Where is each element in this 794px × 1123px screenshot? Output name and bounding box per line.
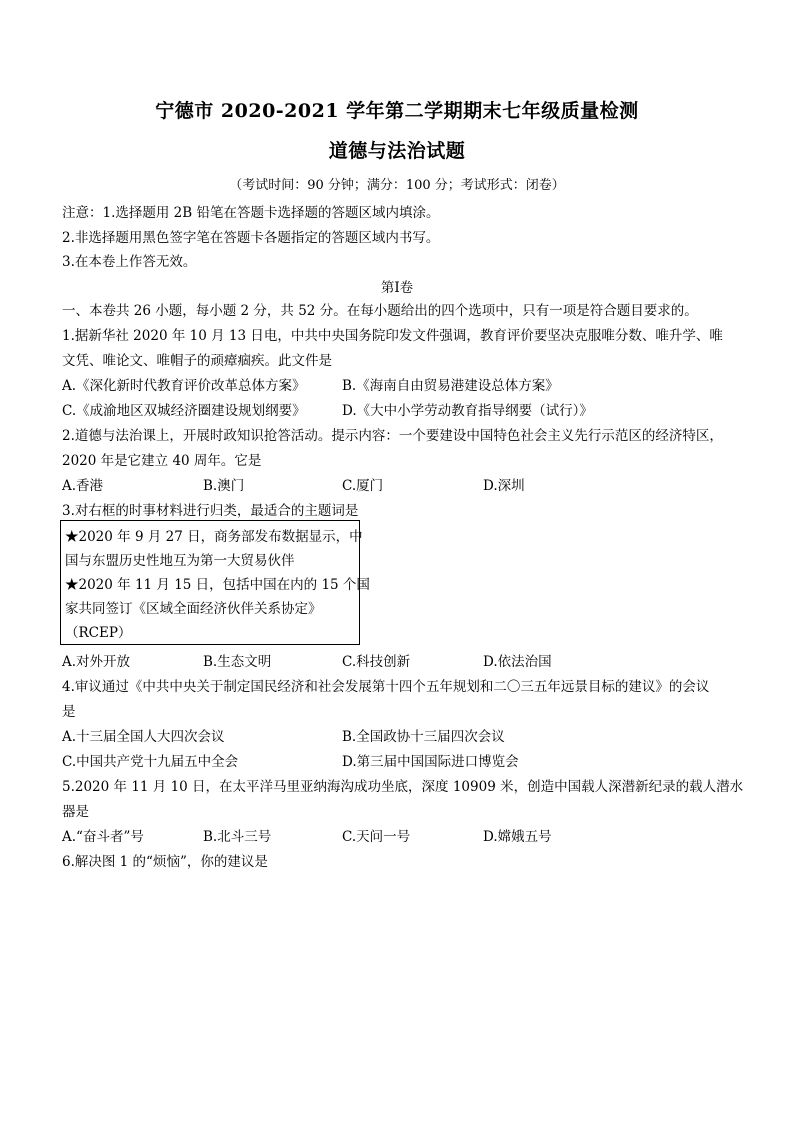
q1-option-a: A.《深化新时代教育评价改革总体方案》 (62, 378, 306, 394)
q1-option-d: D.《大中小学劳动教育指导纲要（试行）》 (342, 403, 593, 419)
q3-option-a: A.对外开放 (62, 654, 131, 670)
q3-box-line-1: ★2020 年 9 月 27 日，商务部发布数据显示，中 (65, 529, 363, 545)
q3-option-c: C.科技创新 (342, 654, 411, 670)
q2-option-d: D.深圳 (483, 478, 525, 494)
q4-option-c: C.中国共产党十九届五中全会 (62, 754, 239, 770)
q5-option-b: B.北斗三号 (203, 829, 272, 845)
q4-stem-line-1: 4.审议通过《中共中央关于制定国民经济和社会发展第十四个五年规划和二〇三五年远景目标的建议》的会议 (62, 679, 710, 695)
exam-info: （考试时间：90 分钟；满分：100 分；考试形式：闭卷） (229, 178, 565, 193)
note-1: 注意：1.选择题用 2B 铅笔在答题卡选择题的答题区域内填涂。 (62, 205, 440, 221)
q3-box-line-2: 国与东盟历史性地互为第一大贸易伙伴 (65, 553, 295, 569)
q2-stem-line-1: 2.道德与法治课上，开展时政知识抢答活动。提示内容：一个要建设中国特色社会主义先行示范区的经济特区， (62, 428, 723, 444)
q1-option-c: C.《成渝地区双城经济圈建设规划纲要》 (62, 403, 306, 419)
q5-stem-line-1: 5.2020 年 11 月 10 日，在太平洋马里亚纳海沟成功坐底，深度 10909 米，创造中国载人深潜新纪录的载人潜水 (62, 779, 744, 795)
q4-option-b: B.全国政协十三届四次会议 (342, 729, 505, 745)
section-instruction: 一、本卷共 26 小题，每小题 2 分，共 52 分。在每小题给出的四个选项中，只有一项是符合题目要求的。 (62, 303, 698, 319)
q3-stem-line-1: 3.对右框的时事材料进行归类，最适合的主题词是 (62, 503, 359, 519)
q3-box-line-3: ★2020 年 11 月 15 日，包括中国在内的 15 个国 (65, 577, 370, 593)
q1-stem-line-1: 1.据新华社 2020 年 10 月 13 日电，中共中央国务院印发文件强调，教育评价要坚决克服唯分数、唯升学、唯 (62, 328, 723, 344)
note-3: 3.在本卷上作答无效。 (62, 254, 197, 270)
q3-material-box (60, 520, 370, 645)
q4-option-a: A.十三届全国人大四次会议 (62, 729, 225, 745)
q2-option-c: C.厦门 (342, 478, 384, 494)
q5-option-d: D.嫦娥五号 (483, 829, 552, 845)
q4-option-d: D.第三届中国国际进口博览会 (342, 754, 519, 770)
q5-option-c: C.天问一号 (342, 829, 411, 845)
q1-stem-line-2: 文凭、唯论文、唯帽子的顽瘴痼疾。此文件是 (62, 353, 332, 369)
q2-stem-line-2: 2020 年是它建立 40 周年。它是 (62, 453, 262, 469)
q1-option-b: B.《海南自由贸易港建设总体方案》 (342, 378, 559, 394)
exam-title: 宁德市 2020-2021 学年第二学期期末七年级质量检测 (155, 100, 639, 122)
section-label: 第Ⅰ卷 (380, 280, 414, 296)
q3-box-line-4: 家共同签订《区域全面经济伙伴关系协定》 (65, 601, 322, 617)
q3-box-line-5: （RCEP） (65, 625, 132, 641)
note-2: 2.非选择题用黑色签字笔在答题卡各题指定的答题区域内书写。 (62, 230, 440, 246)
q6-stem-line-1: 6.解决图 1 的“烦恼”，你的建议是 (62, 854, 268, 870)
q5-option-a: A.“奋斗者”号 (62, 829, 144, 845)
q2-option-a: A.香港 (62, 478, 104, 494)
q2-option-b: B.澳门 (203, 478, 245, 494)
q4-stem-line-2: 是 (62, 704, 76, 720)
exam-subject: 道德与法治试题 (328, 140, 466, 162)
q3-option-d: D.依法治国 (483, 654, 552, 670)
q3-option-b: B.生态文明 (203, 654, 272, 670)
q5-stem-line-2: 器是 (62, 804, 89, 820)
